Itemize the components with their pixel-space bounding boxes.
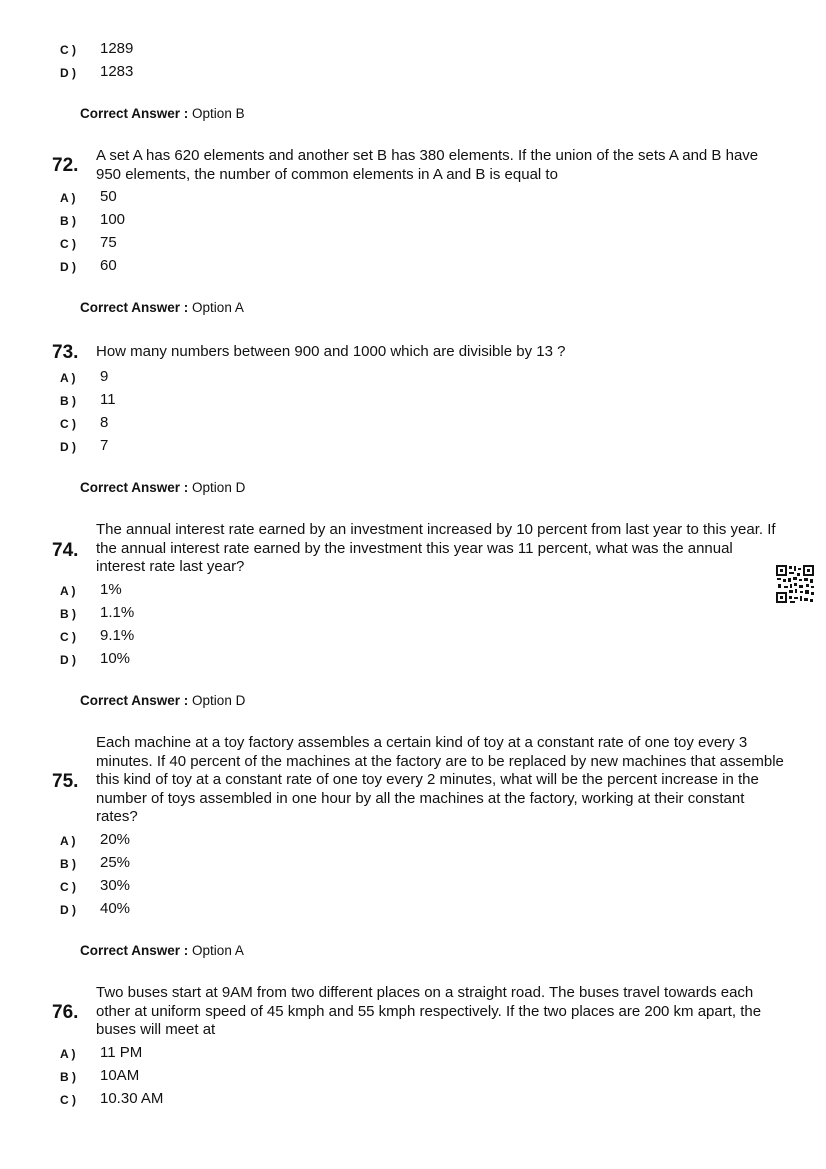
option-label: B ): [60, 394, 76, 408]
qr-code-icon: [775, 564, 815, 604]
option-value: 8: [100, 414, 109, 431]
correct-answer-value: Option D: [192, 480, 246, 495]
option-value: 100: [100, 211, 126, 228]
correct-answer-label: Correct Answer :: [80, 943, 189, 958]
option-label: C ): [60, 417, 76, 431]
option-value: 11: [100, 391, 116, 408]
option-label: C ): [60, 237, 76, 251]
option-label: C ): [60, 880, 76, 894]
question-number: 72.: [52, 155, 79, 176]
option-value: 10%: [100, 650, 131, 667]
option-label: D ): [60, 440, 76, 454]
correct-answer: [80, 693, 245, 708]
correct-answer-label: Correct Answer :: [80, 106, 189, 121]
question-text: Each machine at a toy factory assembles a certain kind of toy at a constant rate of one toy every 3 minutes. If 40 percent of the machines at the factory are to be replaced by new machines that assemble this kind of toy at a constant rate of one toy every 2 minutes, what will be the percent increase in the number of toys assembled in one hour by all the machines at the factory, working at their constant rates?: [96, 734, 784, 825]
correct-answer-value: Option A: [192, 943, 244, 958]
option-value: 25%: [100, 854, 131, 871]
option-label: B ): [60, 857, 76, 871]
question-number: 73.: [52, 342, 79, 363]
option-label: C ): [60, 43, 76, 57]
option-value: 1283: [100, 63, 134, 80]
option-value: 20%: [100, 831, 131, 848]
option-value: 1%: [100, 581, 122, 598]
option-label: D ): [60, 653, 76, 667]
option-value: 40%: [100, 900, 131, 917]
question-number: 75.: [52, 771, 79, 792]
option-label: D ): [60, 260, 76, 274]
option-label: A ): [60, 584, 76, 598]
option-label: C ): [60, 1093, 76, 1107]
correct-answer-label: Correct Answer :: [80, 693, 189, 708]
correct-answer: [80, 106, 245, 121]
option-value: 9.1%: [100, 627, 135, 644]
option-value: 1.1%: [100, 604, 135, 621]
correct-answer-value: Option A: [192, 300, 244, 315]
option-label: A ): [60, 834, 76, 848]
question-text: The annual interest rate earned by an investment increased by 10 percent from last year to this year. If the annual interest rate earned by the investment this year was 11 percent, what was the annual interest rate last year?: [96, 521, 776, 575]
correct-answer: [80, 480, 245, 495]
option-label: D ): [60, 903, 76, 917]
option-label: A ): [60, 1047, 76, 1061]
option-label: D ): [60, 66, 76, 80]
option-value: 9: [100, 368, 109, 385]
option-label: B ): [60, 214, 76, 228]
option-value: 11 PM: [100, 1044, 143, 1061]
correct-answer-value: Option B: [192, 106, 245, 121]
option-label: B ): [60, 607, 76, 621]
question-text: How many numbers between 900 and 1000 which are divisible by 13 ?: [96, 343, 566, 360]
option-label: A ): [60, 191, 76, 205]
option-value: 10AM: [100, 1067, 140, 1084]
correct-answer: [80, 300, 244, 315]
option-label: C ): [60, 630, 76, 644]
option-value: 10.30 AM: [100, 1090, 164, 1107]
question-text: A set A has 620 elements and another set B has 380 elements. If the union of the sets A and B have 950 elements, the number of common elements in A and B is equal to: [96, 147, 759, 183]
option-value: 75: [100, 234, 117, 251]
correct-answer-label: Correct Answer :: [80, 480, 189, 495]
correct-answer: [80, 943, 244, 958]
question-text: Two buses start at 9AM from two different places on a straight road. The buses travel towards each other at uniform speed of 45 kmph and 55 kmph respectively. If the two places are 200 km apart, the buses will meet at: [96, 984, 762, 1038]
correct-answer-label: Correct Answer :: [80, 300, 189, 315]
option-value: 50: [100, 188, 117, 205]
correct-answer-value: Option D: [192, 693, 246, 708]
option-value: 1289: [100, 40, 134, 57]
question-number: 74.: [52, 540, 79, 561]
option-label: A ): [60, 371, 76, 385]
option-value: 7: [100, 437, 109, 454]
option-value: 60: [100, 257, 117, 274]
option-value: 30%: [100, 877, 131, 894]
question-number: 76.: [52, 1002, 79, 1023]
option-label: B ): [60, 1070, 76, 1084]
